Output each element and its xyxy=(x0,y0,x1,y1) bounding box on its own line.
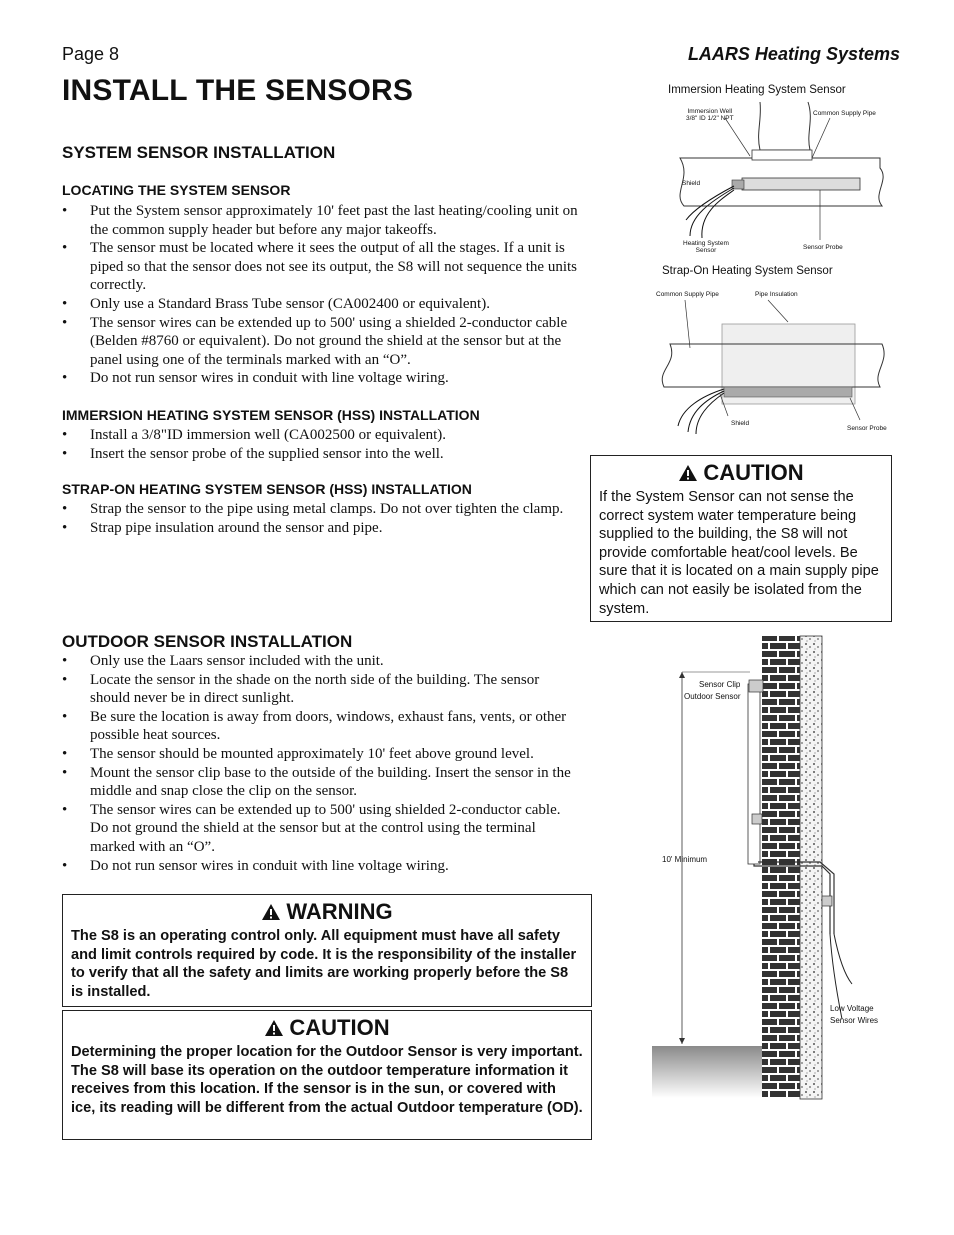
list-item: • Strap pipe insulation around the sensor and pipe. xyxy=(62,519,582,538)
low-voltage-wires-label: Low Voltage Sensor Wires xyxy=(830,1004,879,1025)
warning-box xyxy=(62,894,592,1007)
warning-triangle-icon xyxy=(678,462,698,488)
list-item: • The sensor must be located where it sees the output of all the stages. If a unit is piped so that the sensor does not see its output, the S8 will not sequence the units correctly. xyxy=(62,239,582,295)
caution-text: If the System Sensor can not sense the correct system water temperature being supplied to the building, the S8 will not provide comfortable heat/cool levels. Be sure that it is located on a main supply pipe which can not easily be isolated from the system. xyxy=(599,489,879,617)
immersion-heading: IMMERSION HEATING SYSTEM SENSOR (HSS) INSTALLATION xyxy=(62,407,480,423)
warning-text: The S8 is an operating control only. All equipment must have all safety and limit controls required by code. It is the responsibility of the installer to verify that all the safety and limits are working properly before the S8 is installed. xyxy=(71,928,577,1000)
outdoor-sensor-heading: OUTDOOR SENSOR INSTALLATION xyxy=(62,632,353,651)
heating-system-sensor-label: Heating System Sensor xyxy=(683,240,729,254)
list-item: • Install a 3/8"ID immersion well (CA002500 or equivalent). xyxy=(62,426,582,445)
page-number: Page 8 xyxy=(62,44,120,64)
locating-heading: LOCATING THE SYSTEM SENSOR xyxy=(62,182,291,198)
immersion-sensor-diagram xyxy=(650,98,894,258)
shield-label: Shield xyxy=(682,180,701,187)
strap-sensor-probe-label: Sensor Probe xyxy=(847,425,887,432)
warning-triangle-icon xyxy=(264,1017,284,1043)
list-item: • Do not run sensor wires in conduit with line voltage wiring. xyxy=(62,369,582,388)
list-item: • Do not run sensor wires in conduit with line voltage wiring. xyxy=(62,857,582,876)
outdoor-list xyxy=(62,652,582,875)
list-item: • Only use the Laars sensor included with the unit. xyxy=(62,652,582,671)
warning-triangle-icon xyxy=(261,901,281,927)
strap-on-list xyxy=(62,500,582,537)
caution-heading xyxy=(71,1015,583,1043)
strap-diagram-title: Strap-On Heating System Sensor xyxy=(662,265,833,277)
list-item: • The sensor wires can be extended up to 500' using shielded 2-conductor cable. Do not ground the shield at the sensor but at the control using the terminal marked with an “O”. xyxy=(62,801,582,857)
system-sensor-heading: SYSTEM SENSOR INSTALLATION xyxy=(62,143,336,162)
caution-box-outdoor xyxy=(62,1010,592,1140)
warning-heading xyxy=(71,899,583,927)
list-item: • The sensor wires can be extended up to 500' using a shielded 2-conductor cable (Belden #8760 or equivalent). Do not ground the shield at the sensor but at the panel using one of the terminals marked with an “O”. xyxy=(62,314,582,370)
sensor-clip-label: Sensor Clip xyxy=(699,680,741,689)
list-item: • Only use a Standard Brass Tube sensor (CA002400 or equivalent). xyxy=(62,295,582,314)
brand-name: LAARS Heating Systems xyxy=(687,44,900,64)
caution-label: CAUTION xyxy=(703,460,804,485)
list-item: • Strap the sensor to the pipe using metal clamps. Do not over tighten the clamp. xyxy=(62,500,582,519)
common-supply-pipe-label: Common Supply Pipe xyxy=(813,110,876,117)
list-item: • Insert the sensor probe of the supplied sensor into the well. xyxy=(62,445,582,464)
pipe-insulation-label: Pipe Insulation xyxy=(755,291,798,298)
sensor-probe-label: Sensor Probe xyxy=(803,244,843,251)
strap-common-supply-pipe-label: Common Supply Pipe xyxy=(656,291,719,298)
immersion-well-label: Immersion Well 3/8" ID 1/2" NPT xyxy=(686,108,734,122)
ten-foot-minimum-label: 10' Minimum xyxy=(662,855,708,864)
warning-label: WARNING xyxy=(286,899,393,924)
page-title: INSTALL THE SENSORS xyxy=(62,74,414,107)
list-item: • Locate the sensor in the shade on the north side of the building. The sensor should never be in direct sunlight. xyxy=(62,671,582,708)
caution-heading xyxy=(599,460,883,488)
list-item: • Put the System sensor approximately 10' feet past the last heating/cooling unit on the common supply header but before any major takeoffs. xyxy=(62,202,582,239)
strap-shield-label: Shield xyxy=(731,420,750,427)
caution-box-system xyxy=(590,455,892,622)
locating-list xyxy=(62,202,582,388)
immersion-list xyxy=(62,426,582,463)
list-item: • Mount the sensor clip base to the outside of the building. Insert the sensor in the middle and snap close the clip on the sensor. xyxy=(62,764,582,801)
immersion-diagram-title: Immersion Heating System Sensor xyxy=(668,84,846,96)
strap-on-heading: STRAP-ON HEATING SYSTEM SENSOR (HSS) INSTALLATION xyxy=(62,481,472,497)
caution-text: Determining the proper location for the Outdoor Sensor is very important. The S8 will base its operation on the outdoor temperature information it receives from this location. If the sensor is in the sun, or covered with ice, its reading will be different from the actual Outdoor temperature (OD). xyxy=(71,1044,583,1116)
list-item: • The sensor should be mounted approximately 10' feet above ground level. xyxy=(62,745,582,764)
strap-on-sensor-diagram xyxy=(650,292,894,440)
caution-label: CAUTION xyxy=(289,1015,390,1040)
outdoor-sensor-label: Outdoor Sensor xyxy=(684,692,741,701)
list-item: • Be sure the location is away from doors, windows, exhaust fans, vents, or other possible heat sources. xyxy=(62,708,582,745)
outdoor-sensor-diagram xyxy=(652,634,902,1104)
